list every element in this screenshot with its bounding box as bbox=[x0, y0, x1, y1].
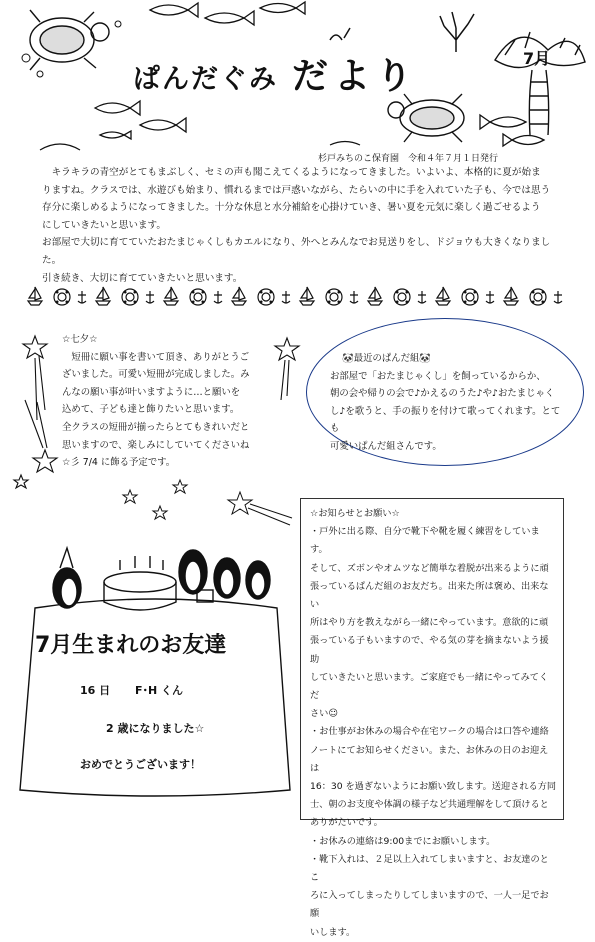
penguin-icon bbox=[179, 550, 207, 594]
issuer-line: 杉戸みちのこ保育園 令和４年７月１日発行 bbox=[318, 154, 499, 164]
title-small: ぱんだぐみ bbox=[133, 64, 278, 95]
tanabata-line: 思いますので、楽しみにしていてくださいね bbox=[62, 439, 250, 451]
birthday-name: F･H くん bbox=[135, 684, 184, 697]
tanabata-line: 込めて、子ども達と飾りたいと思います。 bbox=[62, 404, 240, 416]
birthday-heading: 7月生まれのお友達 bbox=[35, 633, 227, 658]
tanabata-line: 全クラスの短冊が揃ったらとてもきれいだと bbox=[62, 421, 250, 433]
tanabata-line: 短冊に願い事を書いて頂き、ありがとうご bbox=[62, 351, 250, 363]
panda-icon: 🐼 bbox=[419, 353, 432, 364]
intro-text bbox=[42, 164, 562, 287]
penguin-icon bbox=[214, 558, 240, 598]
tanabata-section bbox=[62, 331, 280, 472]
notice-line: ・お休みの連絡は9:00までにお願いします。 bbox=[310, 835, 496, 847]
notice-line: 所はやり方を教えながら一緒にやっています。意欲的に頑 bbox=[310, 617, 549, 629]
title-big: だより bbox=[292, 56, 419, 97]
tanabata-line: ☆彡 7/4 に飾る予定です。 bbox=[62, 457, 176, 469]
notice-line: ・靴下入れは、２足以上入れてしまいますと、お友達のとこ bbox=[310, 853, 549, 884]
recent-line: お部屋で「おたまじゃくし」を飼っているからか、 bbox=[330, 370, 546, 382]
notice-line: 張っている子もいますので、やる気の芽を摘まないよう援助 bbox=[310, 635, 549, 665]
penguin-icon bbox=[53, 548, 81, 608]
notice-heading: ☆お知らせとお願い☆ bbox=[310, 508, 400, 519]
month-badge: 7月 bbox=[523, 49, 551, 68]
recent-section bbox=[330, 350, 565, 456]
intro-line: キラキラの青空がとてもまぶしく、セミの声も聞こえてくるようになってきました。いよいよ、本格的に夏が始ま bbox=[42, 167, 541, 178]
birthday-congrats: おめでとうございます！ bbox=[80, 758, 201, 771]
notice-line: 士、朝のお支度や体調の様子など共通理解をして頂けると bbox=[310, 799, 549, 811]
notice-line: さい☺ bbox=[310, 708, 338, 720]
penguin-icon bbox=[246, 561, 270, 599]
notice-line: いします。 bbox=[310, 926, 356, 938]
wave-lines bbox=[40, 142, 360, 151]
stars-decoration bbox=[120, 470, 300, 530]
turtle-icon bbox=[30, 10, 109, 70]
panda-icon: 🐼 bbox=[342, 353, 354, 364]
intro-line: 存分に楽しめるようになってきました。十分な休息と水分補給を心掛けていき、暑い夏を元気に楽しく過ごせるよう bbox=[42, 202, 541, 214]
recent-line: 可愛いぱんだ組さんです。 bbox=[330, 440, 442, 452]
notice-line: ありがたいです。 bbox=[310, 817, 383, 829]
notice-line: 張っているぱんだ組のお友だち。出来た所は褒め、出来ない bbox=[310, 580, 549, 611]
birthday-date: 16 日 bbox=[80, 684, 111, 697]
sailboat-lifering-border bbox=[20, 285, 576, 307]
notice-box bbox=[300, 498, 564, 938]
newsletter-title bbox=[133, 48, 418, 99]
intro-line: 引き続き、大切に育てていきたいと思います。 bbox=[42, 272, 243, 284]
turtle-right-icon bbox=[388, 94, 464, 142]
recent-heading-row bbox=[330, 350, 565, 368]
notice-line: ろに入ってしまったりしてしまいますので、一人一足でお願 bbox=[310, 890, 549, 920]
notice-line: ・戸外に出る際、自分で靴下や靴を履く練習をしています。 bbox=[310, 526, 540, 556]
tanabata-line: んなの願い事が叶いますように…と願いを bbox=[62, 386, 241, 398]
notice-line: そして、ズボンやオムツなど簡単な着脱が出来るように頑 bbox=[310, 562, 549, 574]
recent-line: 朝の会や帰りの会で♪かえるのうた♪や♪おたまじゃく bbox=[330, 388, 555, 400]
intro-line: りますね。クラスでは、水遊びも始まり、慣れるまでは戸惑いながら、たらいの中に手を入れていた子も、今では思う bbox=[42, 184, 551, 196]
recent-line: し♪を歌うと、手の振りを付けて歌ってくれます。とても bbox=[330, 405, 561, 435]
tanabata-line: ざいました。可愛い短冊が完成しました。み bbox=[62, 369, 250, 381]
notice-line: 16：30 を過ぎないようにお願い致します。送迎される方同 bbox=[310, 781, 557, 793]
recent-heading: 最近のぱんだ組 bbox=[353, 353, 420, 364]
birthday-age: 2 歳になりました☆ bbox=[106, 722, 205, 735]
intro-line: にしていきたいと思います。 bbox=[42, 219, 166, 231]
tanabata-heading: ☆七夕☆ bbox=[62, 334, 98, 345]
notice-line: していきたいと思います。ご家庭でも一緒にやってみてくだ bbox=[310, 671, 549, 702]
coral-icon bbox=[330, 12, 474, 52]
notice-line: ノートにてお知らせください。また、お休みの日のお迎えは bbox=[310, 744, 549, 774]
fish-right-icons bbox=[480, 115, 544, 146]
intro-line: お部屋で大切に育てていたおたまじゃくしもカエルになり、外へとみんなでお見送りをし、ドジョウも大きくなりました。 bbox=[42, 237, 551, 266]
notice-line: ・お仕事がお休みの場合や在宅ワークの場合は口答や連絡 bbox=[310, 726, 549, 738]
